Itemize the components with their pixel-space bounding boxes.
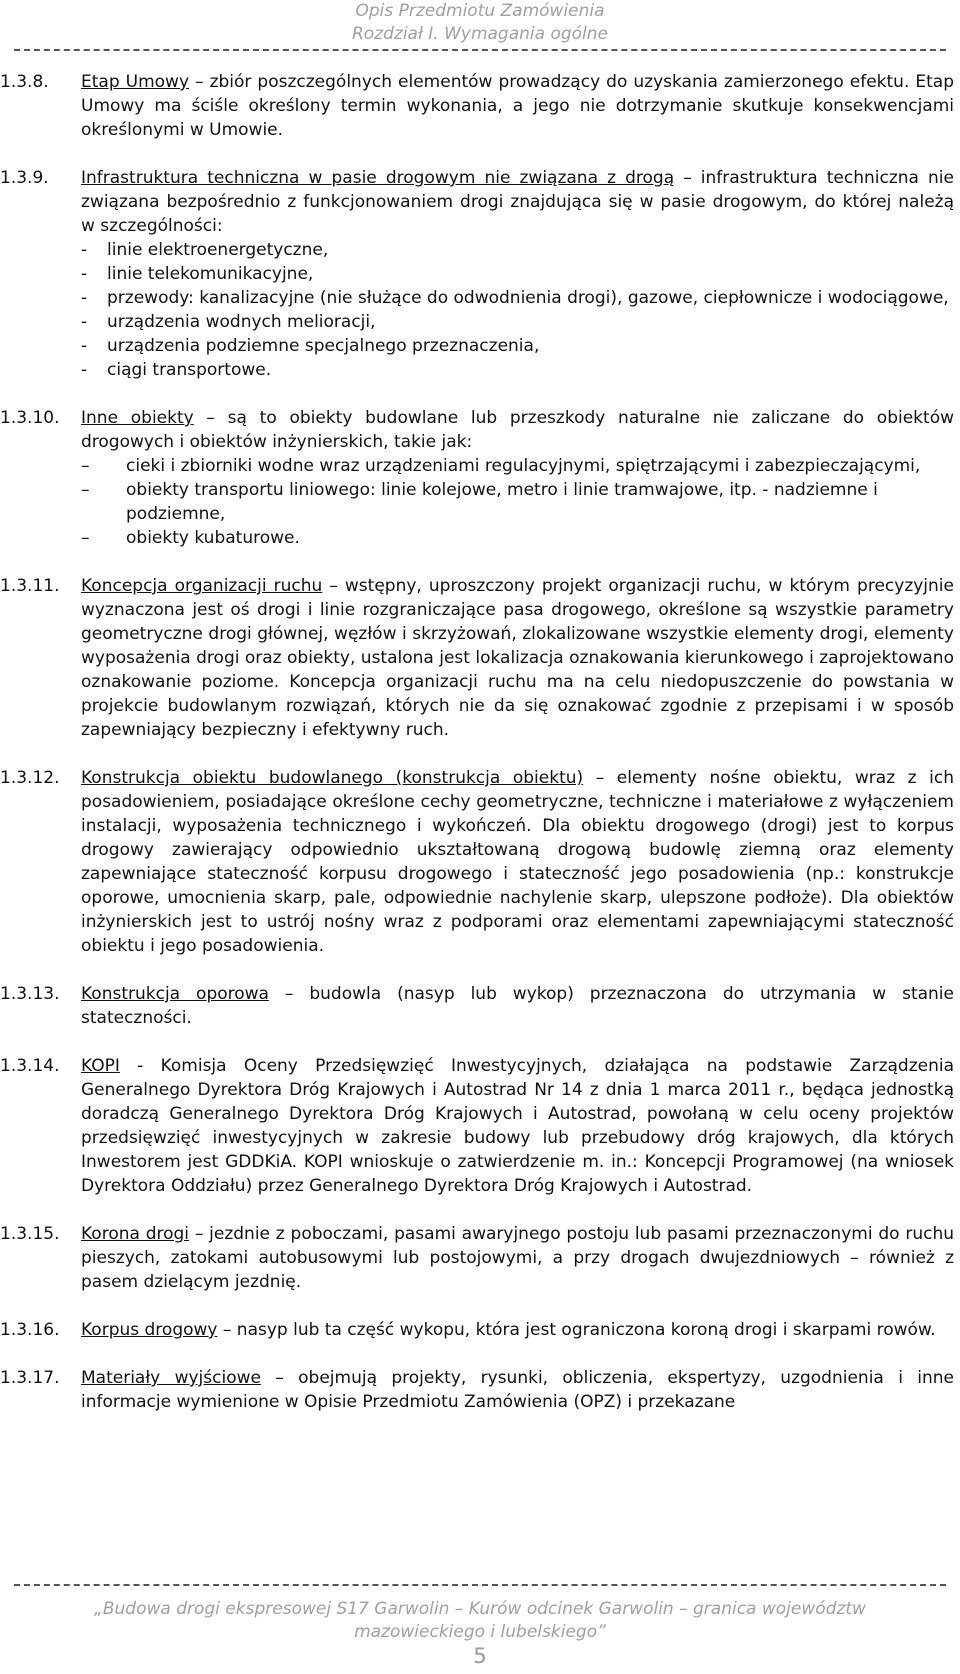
list-marker: -	[81, 312, 88, 332]
other-objects-list	[81, 454, 954, 550]
list-item-text: przewody: kanalizacyjne (nie służące do odwodnienia drogi), gazowe, ciepłownicze i wodociągowe,	[107, 288, 949, 308]
list-marker: -	[81, 336, 88, 356]
definition-paragraph	[81, 766, 954, 958]
defined-term: Infrastruktura techniczna w pasie drogowym nie związana z drogą	[81, 168, 675, 188]
list-item	[81, 478, 954, 526]
defined-term: Etap Umowy	[81, 72, 190, 92]
list-item-text: linie elektroenergetyczne,	[107, 240, 329, 260]
section-number: 1.3.12.	[0, 768, 60, 788]
definition-text: – wstępny, uproszczony projekt organizacji ruchu, w którym precyzyjnie wyznaczona jest oś drogi i linie rozgraniczające pasa drogowego, określone są wszystkie parametry geometryczne drogi głównej, węzłów i skrzyżowań, zlokalizowane wszystkie elementy drogi, elementy wyposażenia drogi oraz obiekty, ustalona jest lokalizacja oznakowania kierunkowego i zaprojektowano oznakowanie poziome. Koncepcja organizacji ruchu ma na celu niedopuszczenie do powstania w projekcie budowlanym rozwiązań, których nie da się oznakować zgodnie z przepisami i w sposób zapewniający bezpieczny i efektywny ruch.	[81, 576, 954, 740]
definition-text: – obejmują projekty, rysunki, obliczenia, ekspertyzy, uzgodnienia i inne informacje wymienione w Opisie Przedmiotu Zamówienia (OPZ) i przekazane	[81, 1368, 954, 1412]
section-number: 1.3.16.	[0, 1320, 60, 1340]
list-marker: -	[81, 288, 88, 308]
section-number: 1.3.10.	[0, 408, 60, 428]
definition-text: – infrastruktura techniczna nie związana bezpośrednio z funkcjonowaniem drogi znajdująca się w pasie drogowym, do której należą w szczególności:	[81, 168, 954, 236]
list-item	[81, 358, 954, 382]
definition-1-3-14	[0, 1054, 960, 1198]
section-number: 1.3.14.	[0, 1056, 60, 1076]
definition-1-3-11	[0, 574, 960, 742]
list-item	[81, 334, 954, 358]
definition-1-3-8	[0, 70, 960, 142]
defined-term: Konstrukcja oporowa	[81, 984, 269, 1004]
list-item	[81, 454, 954, 478]
list-item-text: ciągi transportowe.	[107, 360, 272, 380]
definition-paragraph	[81, 406, 954, 454]
section-number: 1.3.17.	[0, 1368, 60, 1388]
defined-term: Konstrukcja obiektu budowlanego (konstrukcja obiektu)	[81, 768, 584, 788]
list-item-text: obiekty kubaturowe.	[126, 528, 300, 548]
definition-paragraph	[81, 166, 954, 238]
definition-1-3-12	[0, 766, 960, 958]
definition-text: – zbiór poszczególnych elementów prowadzący do uzyskania zamierzonego efektu. Etap Umowy ma ściśle określony termin wykonania, a jego nie dotrzymanie skutkuje konsekwencjami określonymi w Umowie.	[81, 72, 954, 140]
infrastructure-list	[81, 238, 954, 382]
defined-term: Inne obiekty	[81, 408, 194, 428]
definition-paragraph	[81, 982, 954, 1030]
footer-separator	[14, 1584, 946, 1586]
list-item	[81, 286, 954, 310]
footer-project-title: „Budowa drogi ekspresowej S17 Garwolin – Kurów odcinek Garwolin – granica województw	[94, 1599, 866, 1619]
header-title: Opis Przedmiotu Zamówienia	[355, 1, 605, 21]
page-header	[0, 0, 960, 46]
definition-paragraph	[81, 1054, 954, 1198]
list-item-text: urządzenia wodnych melioracji,	[107, 312, 376, 332]
definition-paragraph	[81, 1366, 954, 1414]
page-number: 5	[473, 1644, 487, 1668]
defined-term: Materiały wyjściowe	[81, 1368, 261, 1388]
definition-1-3-9	[0, 166, 960, 382]
list-marker: –	[81, 456, 90, 476]
definition-paragraph	[81, 1222, 954, 1294]
list-marker: -	[81, 240, 88, 260]
definition-1-3-17	[0, 1366, 960, 1414]
list-item-text: obiekty transportu liniowego: linie kolejowe, metro i linie tramwajowe, itp. - nadziemne i podziemne,	[126, 480, 878, 524]
list-item	[81, 262, 954, 286]
list-marker: -	[81, 264, 88, 284]
section-number: 1.3.9.	[0, 168, 49, 188]
list-marker: –	[81, 528, 90, 548]
header-subtitle: Rozdział I. Wymagania ogólne	[351, 24, 609, 44]
list-item-text: urządzenia podziemne specjalnego przeznaczenia,	[107, 336, 540, 356]
definition-text: – jezdnie z poboczami, pasami awaryjnego postoju lub pasami przeznaczonymi do ruchu pieszych, zatokami autobusowymi lub postojowymi, a przy drogach dwujezdniowych – również z pasem dzielącym jezdnię.	[81, 1224, 955, 1292]
definition-1-3-15	[0, 1222, 960, 1294]
defined-term: Koncepcja organizacji ruchu	[81, 576, 323, 596]
header-separator	[14, 49, 946, 51]
list-item	[81, 526, 954, 550]
list-item-text: linie telekomunikacyjne,	[107, 264, 314, 284]
list-item	[81, 310, 954, 334]
defined-term: Korpus drogowy	[81, 1320, 218, 1340]
list-marker: -	[81, 360, 88, 380]
definition-text: - Komisja Oceny Przedsięwzięć Inwestycyjnych, działająca na podstawie Zarządzenia Generalnego Dyrektora Dróg Krajowych i Autostrad Nr 14 z dnia 1 marca 2011 r., będąca jednostką doradczą Generalnego Dyrektora Dróg Krajowych i Autostrad, powołaną w celu oceny projektów przedsięwzięć inwestycyjnych w zakresie budowy lub przebudowy dróg krajowych, dla których Inwestorem jest GDDKiA. KOPI wnioskuje o zatwierdzenie m. in.: Koncepcji Programowej (na wniosek Dyrektora Oddziału) przez Generalnego Dyrektora Dróg Krajowych i Autostrad.	[81, 1056, 954, 1196]
definition-1-3-13	[0, 982, 960, 1030]
definition-text: – są to obiekty budowlane lub przeszkody naturalne nie zaliczane do obiektów drogowych i obiektów inżynierskich, takie jak:	[81, 408, 954, 452]
defined-term: KOPI	[81, 1056, 120, 1076]
section-number: 1.3.15.	[0, 1224, 60, 1244]
defined-term: Korona drogi	[81, 1224, 190, 1244]
definition-1-3-10	[0, 406, 960, 550]
definition-text: – elementy nośne obiektu, wraz z ich posadowieniem, posiadające określone cechy geometryczne, techniczne i materiałowe z wyłączeniem instalacji, wyposażenia technicznego i wykończeń. Dla obiektu drogowego (drogi) jest to korpus drogowy zawierający odpowiednio ukształtowaną drogową budowlę ziemną oraz elementy zapewniające stateczność korpusu drogowego i stateczność jego posadowienia (np.: konstrukcje oporowe, umocnienia skarp, pale, odpowiednie nachylenie skarp, ulepszone podłoże). Dla obiektów inżynierskich jest to ustrój nośny wraz z podporami oraz elementami zapewniającymi stateczność obiektu i jego posadowienia.	[81, 768, 954, 956]
definition-paragraph	[81, 1318, 954, 1342]
section-number: 1.3.8.	[0, 72, 49, 92]
page-footer	[0, 1598, 960, 1644]
definition-paragraph	[81, 70, 954, 142]
definition-text: – nasyp lub ta część wykopu, która jest ograniczona koroną drogi i skarpami rowów.	[217, 1320, 936, 1340]
list-item-text: cieki i zbiorniki wodne wraz urządzeniami regulacyjnymi, spiętrzającymi i zabezpieczającymi,	[126, 456, 921, 476]
list-item	[81, 238, 954, 262]
footer-project-title-cont: mazowieckiego i lubelskiego”	[354, 1622, 606, 1642]
section-number: 1.3.11.	[0, 576, 60, 596]
section-number: 1.3.13.	[0, 984, 60, 1004]
definition-paragraph	[81, 574, 954, 742]
definition-1-3-16	[0, 1318, 960, 1342]
document-body	[0, 70, 960, 1438]
definition-text: – budowla (nasyp lub wykop) przeznaczona do utrzymania w stanie stateczności.	[81, 984, 954, 1028]
list-marker: –	[81, 480, 90, 500]
